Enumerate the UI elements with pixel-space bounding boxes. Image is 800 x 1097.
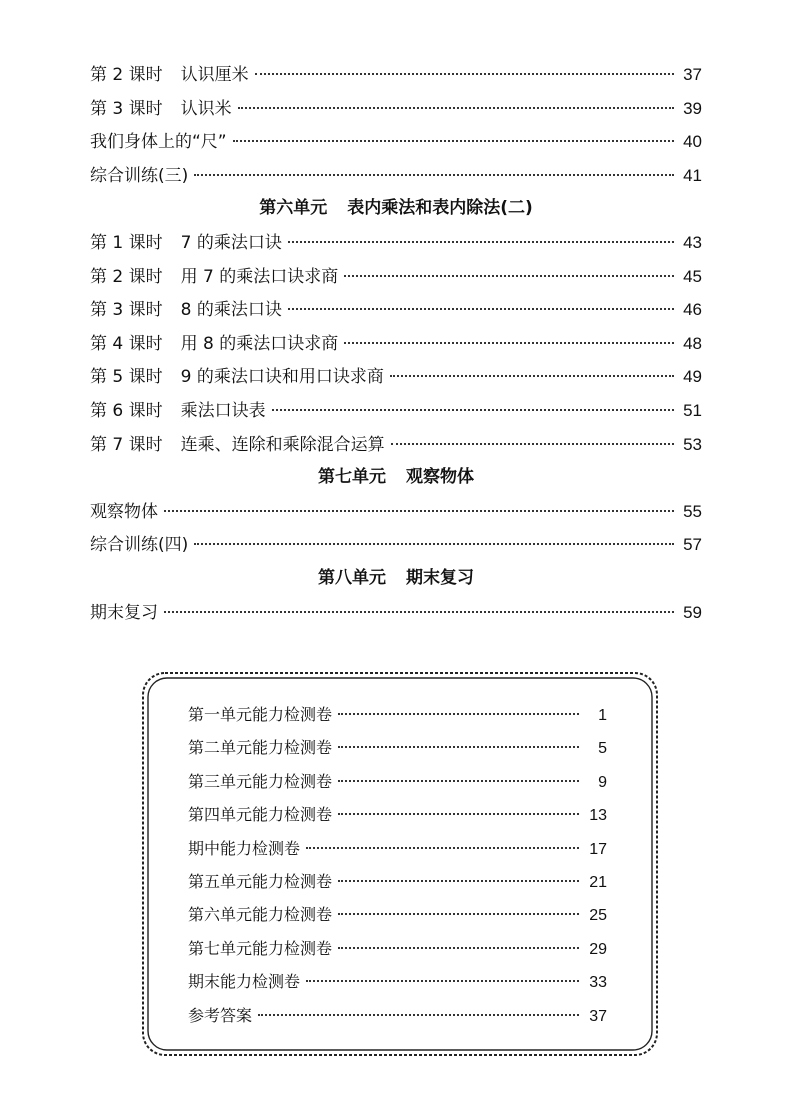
lesson-number: 第 3 课时 bbox=[90, 98, 163, 119]
toc-entry[interactable] bbox=[90, 360, 702, 394]
dot-leader bbox=[258, 1013, 579, 1016]
unit-title: 观察物体 bbox=[406, 467, 474, 488]
dot-leader bbox=[338, 712, 579, 715]
dot-leader bbox=[306, 979, 579, 982]
page-number: 13 bbox=[589, 807, 607, 825]
dot-leader bbox=[194, 173, 674, 176]
toc-entry[interactable] bbox=[90, 327, 702, 361]
page-number: 25 bbox=[589, 907, 607, 925]
lesson-title: 观察物体 bbox=[90, 501, 158, 522]
toc-entry-label bbox=[90, 261, 338, 295]
page-number: 5 bbox=[598, 740, 607, 758]
toc-entry[interactable] bbox=[90, 260, 702, 294]
lesson-number: 第 2 课时 bbox=[90, 266, 163, 287]
page-number: 59 bbox=[683, 602, 702, 622]
page-number: 37 bbox=[683, 65, 702, 84]
toc-entry-label bbox=[90, 395, 266, 429]
test-title: 第三单元能力检测卷 bbox=[188, 771, 333, 791]
toc-entry-label bbox=[90, 294, 282, 328]
toc-entry-label bbox=[90, 429, 385, 463]
dot-leader bbox=[338, 812, 579, 815]
dot-leader bbox=[338, 946, 579, 949]
dot-leader bbox=[390, 374, 674, 377]
lesson-title: 连乘、连除和乘除混合运算 bbox=[180, 434, 385, 455]
lesson-title: 综合训练(四) bbox=[90, 535, 189, 556]
page-number: 37 bbox=[589, 1007, 607, 1025]
test-entry[interactable] bbox=[188, 832, 607, 865]
dot-leader bbox=[338, 879, 579, 882]
lesson-number: 第 6 课时 bbox=[90, 400, 163, 421]
test-entry[interactable] bbox=[188, 898, 607, 931]
page-number: 40 bbox=[683, 132, 702, 152]
toc-entry[interactable] bbox=[90, 495, 702, 529]
toc-entry[interactable] bbox=[90, 159, 702, 193]
test-entry[interactable] bbox=[188, 865, 607, 898]
unit-number: 第八单元 bbox=[318, 567, 386, 588]
lesson-number: 第 1 课时 bbox=[90, 232, 163, 253]
dot-leader bbox=[194, 542, 674, 545]
lesson-title: 认识米 bbox=[180, 98, 232, 119]
toc-entry-label bbox=[90, 328, 338, 362]
test-entry[interactable] bbox=[188, 798, 607, 831]
toc-entry[interactable] bbox=[90, 58, 702, 92]
lesson-title: 7 的乘法口诀 bbox=[180, 232, 282, 253]
dot-leader bbox=[288, 240, 674, 243]
lesson-title: 乘法口诀表 bbox=[180, 400, 266, 421]
dot-leader bbox=[164, 610, 674, 613]
page-number: 39 bbox=[683, 98, 702, 118]
test-title: 第七单元能力检测卷 bbox=[188, 938, 333, 958]
test-title: 第一单元能力检测卷 bbox=[188, 705, 333, 724]
dot-leader bbox=[288, 307, 674, 310]
page-number: 9 bbox=[598, 773, 607, 791]
page-number: 41 bbox=[683, 165, 702, 185]
test-title: 参考答案 bbox=[188, 1005, 253, 1025]
toc-entry-label bbox=[90, 93, 232, 127]
toc-entry[interactable] bbox=[90, 125, 702, 159]
test-title: 第二单元能力检测卷 bbox=[188, 738, 333, 758]
page-number: 46 bbox=[683, 300, 702, 320]
test-entry[interactable] bbox=[188, 698, 607, 731]
unit-heading bbox=[90, 461, 702, 495]
toc-entry[interactable] bbox=[90, 528, 702, 562]
lesson-number: 第 4 课时 bbox=[90, 333, 163, 354]
lesson-title: 认识厘米 bbox=[180, 65, 249, 85]
test-title: 期中能力检测卷 bbox=[188, 838, 301, 858]
toc-entry[interactable] bbox=[90, 226, 702, 260]
test-title: 第五单元能力检测卷 bbox=[188, 871, 333, 891]
lesson-title: 我们身体上的“尺” bbox=[90, 132, 227, 153]
dot-leader bbox=[338, 779, 579, 782]
toc-entry[interactable] bbox=[90, 92, 702, 126]
page-number: 21 bbox=[589, 873, 607, 891]
table-of-contents bbox=[90, 58, 702, 629]
page-number: 17 bbox=[589, 840, 607, 858]
dot-leader bbox=[391, 442, 674, 445]
toc-entry-label bbox=[90, 59, 249, 93]
page-number: 43 bbox=[683, 232, 702, 252]
page-number: 51 bbox=[683, 400, 702, 420]
lesson-title: 8 的乘法口诀 bbox=[180, 300, 282, 321]
unit-number: 第六单元 bbox=[259, 198, 328, 219]
unit-title: 期末复习 bbox=[406, 567, 474, 588]
dot-leader bbox=[238, 106, 674, 109]
dot-leader bbox=[338, 912, 579, 915]
lesson-number: 第 3 课时 bbox=[90, 300, 163, 321]
test-papers-box bbox=[140, 670, 660, 1058]
unit-number: 第七单元 bbox=[318, 467, 386, 488]
toc-entry[interactable] bbox=[90, 428, 702, 462]
dot-leader bbox=[233, 139, 674, 142]
test-entry[interactable] bbox=[188, 999, 607, 1032]
page-number: 57 bbox=[683, 535, 702, 555]
test-entry[interactable] bbox=[188, 731, 607, 764]
page-number: 49 bbox=[683, 367, 702, 387]
lesson-title: 9 的乘法口诀和用口诀求商 bbox=[180, 367, 384, 388]
page-number: 29 bbox=[589, 940, 607, 958]
lesson-number: 第 5 课时 bbox=[90, 367, 163, 388]
dot-leader bbox=[344, 341, 674, 344]
page-number: 48 bbox=[683, 333, 702, 353]
test-entry[interactable] bbox=[188, 965, 607, 998]
lesson-number: 第 2 课时 bbox=[90, 65, 163, 85]
dot-leader bbox=[272, 408, 674, 411]
unit-heading bbox=[90, 192, 702, 226]
lesson-title: 综合训练(三) bbox=[90, 165, 189, 186]
page-number: 53 bbox=[683, 434, 702, 454]
toc-entry-label bbox=[90, 227, 282, 261]
toc-entry-label bbox=[90, 361, 384, 395]
dot-leader bbox=[344, 274, 674, 277]
page-number: 1 bbox=[598, 707, 607, 724]
dot-leader bbox=[255, 72, 674, 75]
page-number: 33 bbox=[589, 974, 607, 992]
lesson-number: 第 7 课时 bbox=[90, 434, 163, 455]
test-entry[interactable] bbox=[188, 765, 607, 798]
dot-leader bbox=[306, 846, 579, 849]
test-title: 期末能力检测卷 bbox=[188, 972, 301, 992]
test-title: 第六单元能力检测卷 bbox=[188, 905, 333, 925]
unit-heading bbox=[90, 562, 702, 596]
unit-title: 表内乘法和表内除法(二) bbox=[347, 198, 533, 219]
lesson-title: 用 7 的乘法口诀求商 bbox=[180, 266, 339, 287]
test-title: 第四单元能力检测卷 bbox=[188, 805, 333, 825]
toc-entry[interactable] bbox=[90, 293, 702, 327]
page-number: 55 bbox=[683, 501, 702, 521]
lesson-title: 期末复习 bbox=[90, 602, 158, 623]
toc-entry[interactable] bbox=[90, 394, 702, 428]
test-entry[interactable] bbox=[188, 932, 607, 965]
lesson-title: 用 8 的乘法口诀求商 bbox=[180, 333, 339, 354]
dot-leader bbox=[338, 745, 579, 748]
page-number: 45 bbox=[683, 266, 702, 286]
toc-entry[interactable] bbox=[90, 596, 702, 630]
test-papers-list bbox=[188, 698, 607, 1032]
dot-leader bbox=[164, 509, 674, 512]
